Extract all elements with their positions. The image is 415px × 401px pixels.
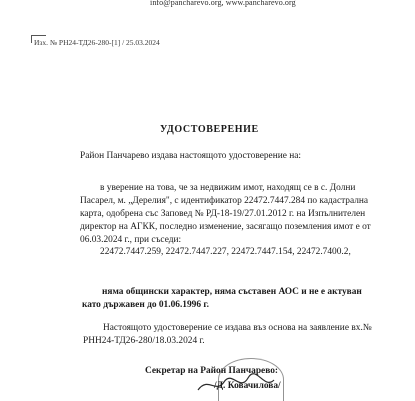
purpose-paragraph (83, 322, 372, 348)
reference-corner-mark (31, 35, 46, 43)
document-title: УДОСТОВЕРЕНИЕ (160, 124, 259, 135)
intro-paragraph: Район Панчарево издава настоящото удостоверение на: (80, 151, 302, 161)
purpose-line: РНН24-ТД26-280/18.03.2024 г. (83, 336, 205, 346)
property-line: 06.03.2024 г., при съседи: (80, 235, 182, 245)
status-line: като държавен до 01.06.1996 г. (82, 300, 209, 310)
property-paragraph (80, 182, 371, 247)
property-line: Пасарел, м. „Дерелия", с идентификатор 22472.7447.284 по кадастрална (80, 196, 369, 206)
header-contacts: info@pancharevo.org, www.pancharevo.org (150, 0, 296, 7)
property-line: карта, одобрена със Заповед № РД-18-19/27.01.2012 г. на Изпълнителен (80, 209, 366, 219)
reference-number-text: Изх. № РН24-ТД26-280-[1] / 25.03.2024 (34, 38, 160, 47)
property-line: директор на АГКК, последно изменение, засягащо поземления имот е от (80, 222, 371, 232)
status-line: няма общински характер, няма съставен АОС и не е актуван (102, 287, 362, 297)
signatory-name: /Д. Ковачилова/ (214, 381, 281, 391)
property-line: в уверение на това, че за недвижим имот, находящ се в с. Долни (100, 183, 356, 193)
purpose-line: Настоящото удостоверение се издава въз основа на заявление вх.№ (103, 323, 372, 333)
neighbour-identifiers: 22472.7447.259, 22472.7447.227, 22472.7447.154, 22472.7400.2, (100, 247, 351, 257)
reference-number (34, 38, 160, 47)
status-paragraph (82, 286, 362, 312)
signatory-role: Секретар на Район Панчарево: (145, 366, 279, 376)
